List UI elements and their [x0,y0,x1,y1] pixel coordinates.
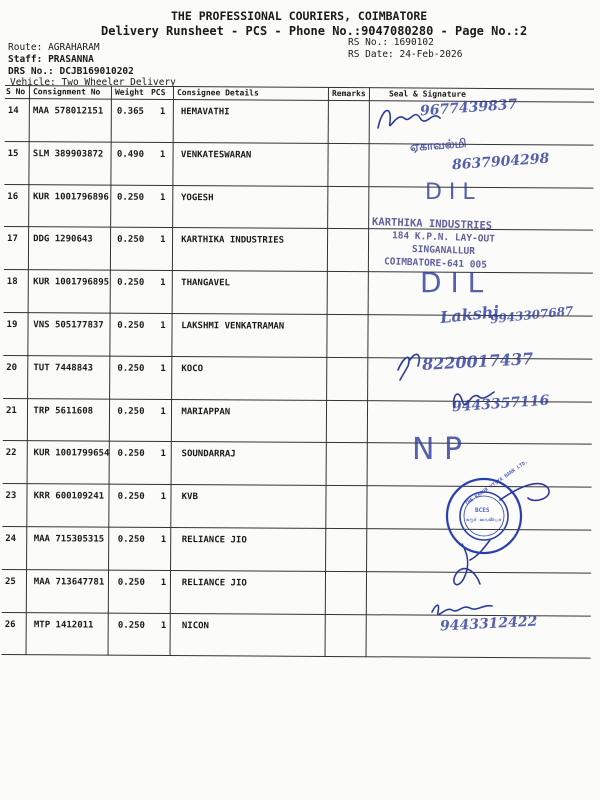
row-consignment-no: KUR 1001799654 [33,448,110,460]
row-consignment-no: MAA 715305315 [33,534,105,545]
row-consignee: VENKATESWARAN [180,149,252,161]
row-weight: 0.490 [116,149,145,160]
row-pcs: 1 [159,192,166,203]
runsheet-subtitle: Delivery Runsheet - PCS - Phone No.:9047080280 - Page No.:2 [101,24,528,38]
row-sno: 19 [6,320,18,331]
row-consignee: RELIANCE JIO [181,577,247,589]
row-pcs: 1 [160,492,167,503]
staff-line [8,54,94,65]
row-consignment-no: KRR 600109241 [33,491,105,502]
drs-label: DRS No.: [8,66,54,77]
row-consignee: LAKSHMI VENKATRAMAN [181,321,285,332]
rs-date-label: RS Date: [348,49,394,60]
runsheet-table [2,85,594,659]
karthika-stamp-line-2: 184 K.P.N. LAY-OUT [391,230,496,245]
row-divider [4,184,593,189]
rs-date-line [348,49,462,60]
company-title: THE PROFESSIONAL COURIERS, COIMBATORE [171,9,428,23]
row-sno: 15 [7,148,19,159]
handwritten-remark-row-22: N P [412,432,463,467]
route-line [8,42,100,53]
staff-label: Staff: [8,54,43,65]
row-consignee: SOUNDARRAJ [181,449,236,460]
row-sno: 22 [5,448,17,459]
rs-no-value: 1690102 [393,37,434,48]
row-consignment-no: KUR 1001796896 [32,191,109,203]
row-consignee: YOGESH [180,192,214,203]
row-consignee: THANGAVEL [181,278,230,289]
row-sno: 16 [7,191,19,202]
handwritten-name-row-19: Lakshi [439,301,501,328]
kvb-seal-center-2: கரூர் வைஸ்யா [466,517,502,523]
handwritten-phone-row-15: 8637904298 [451,150,550,174]
col-header-weight: Weight [114,87,144,97]
row-sno: 25 [4,576,16,587]
row-weight: 0.250 [117,320,145,331]
karthika-stamp-line-1: KARTHIKA INDUSTRIES [371,215,493,233]
row-weight: 0.250 [116,192,145,203]
row-consignee: NICON [181,620,210,631]
row-consignment-no: MAA 578012151 [32,106,104,117]
row-sno: 14 [7,106,19,117]
row-sno: 26 [4,619,16,630]
handwritten-phone-row-20: 8220017437 [421,349,534,374]
kvb-seal-ring-text: THE KARUR VYSYA BANK LTD. [464,458,530,508]
row-consignee: KARTHIKA INDUSTRIES [181,235,285,247]
row-weight: 0.250 [117,363,145,374]
row-divider [2,569,591,574]
drs-line [8,66,134,77]
row-consignment-no: VNS 505177837 [33,320,104,331]
row-pcs: 1 [159,149,166,160]
kvb-seal-center-1: BCES [475,507,490,514]
rs-no-line [348,37,434,48]
row-pcs: 1 [160,449,166,460]
row-divider [2,654,591,659]
row-sno: 17 [7,234,18,245]
row-sno: 18 [6,277,18,288]
handwritten-phone-row-14: 9677439837 [419,96,518,120]
rs-no-label: RS No.: [348,37,389,48]
row-consignee: MARIAPPAN [181,406,231,417]
row-consignee: HEMAVATHI [180,107,230,118]
row-consignment-no: TRP 5611608 [33,405,94,417]
row-consignment-no: MTP 1412011 [33,619,94,631]
drs-value: DCJB169010202 [59,66,134,77]
row-weight: 0.250 [117,449,145,460]
col-header-consignee: Consignee Details [176,88,259,98]
row-pcs: 1 [160,620,167,631]
karthika-stamp-line-4: COIMBATORE-641 005 [383,256,488,271]
handwritten-remark-row-16: D I L [425,180,475,205]
row-divider [2,526,591,531]
row-divider [3,483,592,488]
karthika-stamp-line-3: SINGANALLUR [411,243,476,258]
row-divider [5,141,594,146]
row-divider [4,226,593,231]
row-weight: 0.250 [117,534,145,545]
row-sno: 23 [5,491,17,502]
row-weight: 0.250 [117,620,146,631]
row-pcs: 1 [160,363,166,374]
row-pcs: 1 [160,278,166,289]
row-weight: 0.250 [117,491,145,503]
row-consignment-no: SLM 389903872 [32,148,104,160]
row-consignee: KOCO [181,363,204,375]
row-pcs: 1 [160,235,166,246]
row-consignee: RELIANCE JIO [181,535,247,546]
row-pcs: 1 [160,534,167,545]
row-consignee: KVB [181,492,198,503]
row-divider [3,440,592,445]
row-pcs: 1 [159,106,166,117]
col-header-remarks: Remarks [331,88,366,99]
row-sno: 24 [5,534,17,545]
vehicle-value: Two Wheeler Delivery [61,77,176,88]
handwritten-phone-row-21: 9443357116 [451,392,550,416]
row-pcs: 1 [160,320,166,331]
row-weight: 0.250 [117,577,145,588]
handwritten-phone-row-26: 9443312422 [439,613,538,635]
handwritten-remark-row-18: D I L [420,266,484,299]
handwritten-name-row-15: ஏகாவல்மி [409,136,467,154]
col-header-consignment: Consignment No [32,87,101,97]
row-sno: 21 [5,405,17,416]
col-header-sno: S No [5,87,26,97]
row-sno: 20 [6,362,18,373]
row-consignment-no: DDG 1290643 [33,234,93,245]
col-header-seal-signature: Seal & Signature [388,89,467,99]
row-consignment-no: TUT 7448843 [33,362,94,374]
row-weight: 0.250 [117,235,145,246]
rs-date-value: 24-Feb-2026 [399,49,463,60]
row-divider [4,269,593,274]
row-weight: 0.365 [116,106,144,117]
row-pcs: 1 [160,406,166,417]
row-pcs: 1 [160,577,167,588]
col-header-pcs: PCS [150,87,166,97]
route-value: AGRAHARAM [48,42,100,53]
vehicle-label: Vehicle: [10,77,56,88]
staff-value: PRASANNA [48,54,94,65]
row-weight: 0.250 [117,277,145,289]
route-label: Route: [8,42,43,53]
handwritten-phone-row-19: 9943307687 [489,303,575,327]
row-consignment-no: MAA 713647781 [33,576,105,588]
row-weight: 0.250 [117,406,145,417]
row-consignment-no: KUR 1001796895 [33,277,110,288]
